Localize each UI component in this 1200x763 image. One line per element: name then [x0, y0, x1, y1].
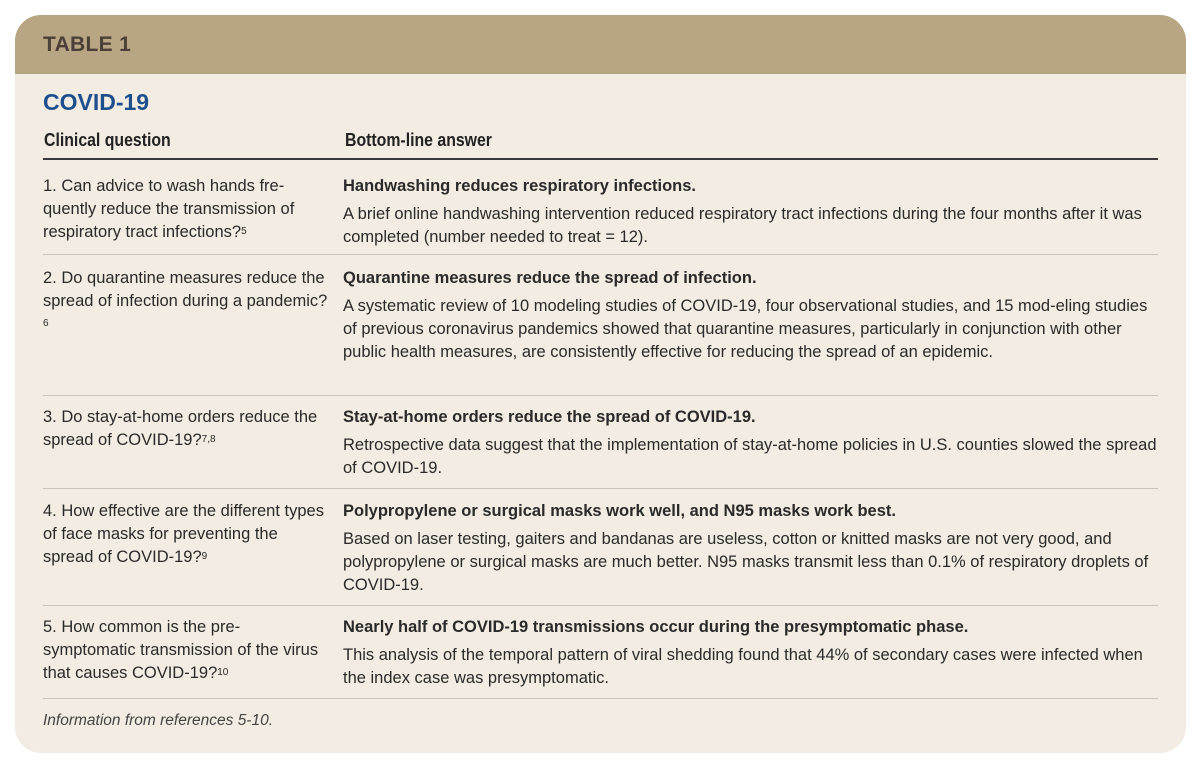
row-question: 2. Do quarantine measures reduce the spread of infection during a pandemic?$^6$ [43, 269, 328, 329]
row-bottom-line: Nearly half of COVID-19 transmissions occur during the presymptomatic phase. [343, 618, 969, 636]
row-detail: Based on laser testing, gaiters and bandanas are useless, cotton or knitted masks are not very good, and polypropylene or surgical masks are much better. N95 masks transmit less than 0.1% of respiratory droplets of COVID-19. [343, 530, 1149, 594]
row-answer [343, 500, 1158, 597]
row-answer [343, 175, 1158, 249]
table-card [15, 15, 1186, 753]
column-header-question: Clinical question [44, 130, 171, 150]
row-question: 5. How common is the pre-symptomatic transmission of the virus that causes COVID-19?$^{10}$ [43, 618, 319, 682]
row-detail: A brief online handwashing intervention reduced respiratory tract infections during the four months after it was completed (number needed to treat = 12). [343, 205, 1142, 246]
row-bottom-line: Stay-at-home orders reduce the spread of COVID-19. [343, 408, 756, 426]
row-bottom-line: Quarantine measures reduce the spread of infection. [343, 269, 757, 287]
row-answer [343, 406, 1158, 480]
reference-superscript: 6 [43, 318, 49, 329]
row-bottom-line: Handwashing reduces respiratory infections. [343, 177, 697, 195]
row-answer [343, 267, 1158, 364]
reference-superscript: 9 [201, 551, 208, 562]
row-divider [43, 254, 1158, 255]
header-rule [43, 158, 1158, 160]
row-divider [43, 488, 1158, 489]
column-header-answer: Bottom-line answer [345, 130, 492, 150]
row-divider [43, 698, 1158, 699]
row-divider [43, 395, 1158, 396]
row-question: 3. Do stay-at-home orders reduce the spread of COVID-19?$^{7,8}$ [43, 408, 318, 449]
table-footnote: Information from references 5-10. [43, 712, 274, 729]
reference-superscript: 5 [241, 226, 247, 237]
row-detail: This analysis of the temporal pattern of viral shedding found that 44% of secondary cases were infected when the index case was presymptomatic. [343, 646, 1143, 687]
row-question: 1. Can advice to wash hands fre-quently reduce the transmission of respiratory tract infections?$^5$ [43, 177, 295, 241]
reference-superscript: 10 [217, 667, 229, 678]
row-detail: A systematic review of 10 modeling studies of COVID-19, four observational studies, and 15 mod-eling studies of previous coronavirus pandemics showed that quarantine measures, particularly in conjunction with other public health measures, are consistently effective for reducing the spread of an epidemic. [343, 297, 1148, 361]
row-question: 4. How effective are the different types of face masks for preventing the spread of COVID-19?$^9$ [43, 502, 324, 566]
table-banner [15, 15, 1186, 74]
row-detail: Retrospective data suggest that the implementation of stay-at-home policies in U.S. counties slowed the spread of COVID-19. [343, 436, 1157, 477]
reference-superscript: 7,8 [201, 434, 216, 445]
table-number: TABLE 1 [43, 33, 132, 56]
row-bottom-line: Polypropylene or surgical masks work well, and N95 masks work best. [343, 502, 896, 520]
table-title: COVID-19 [43, 89, 150, 115]
row-divider [43, 605, 1158, 606]
row-answer [343, 616, 1158, 690]
